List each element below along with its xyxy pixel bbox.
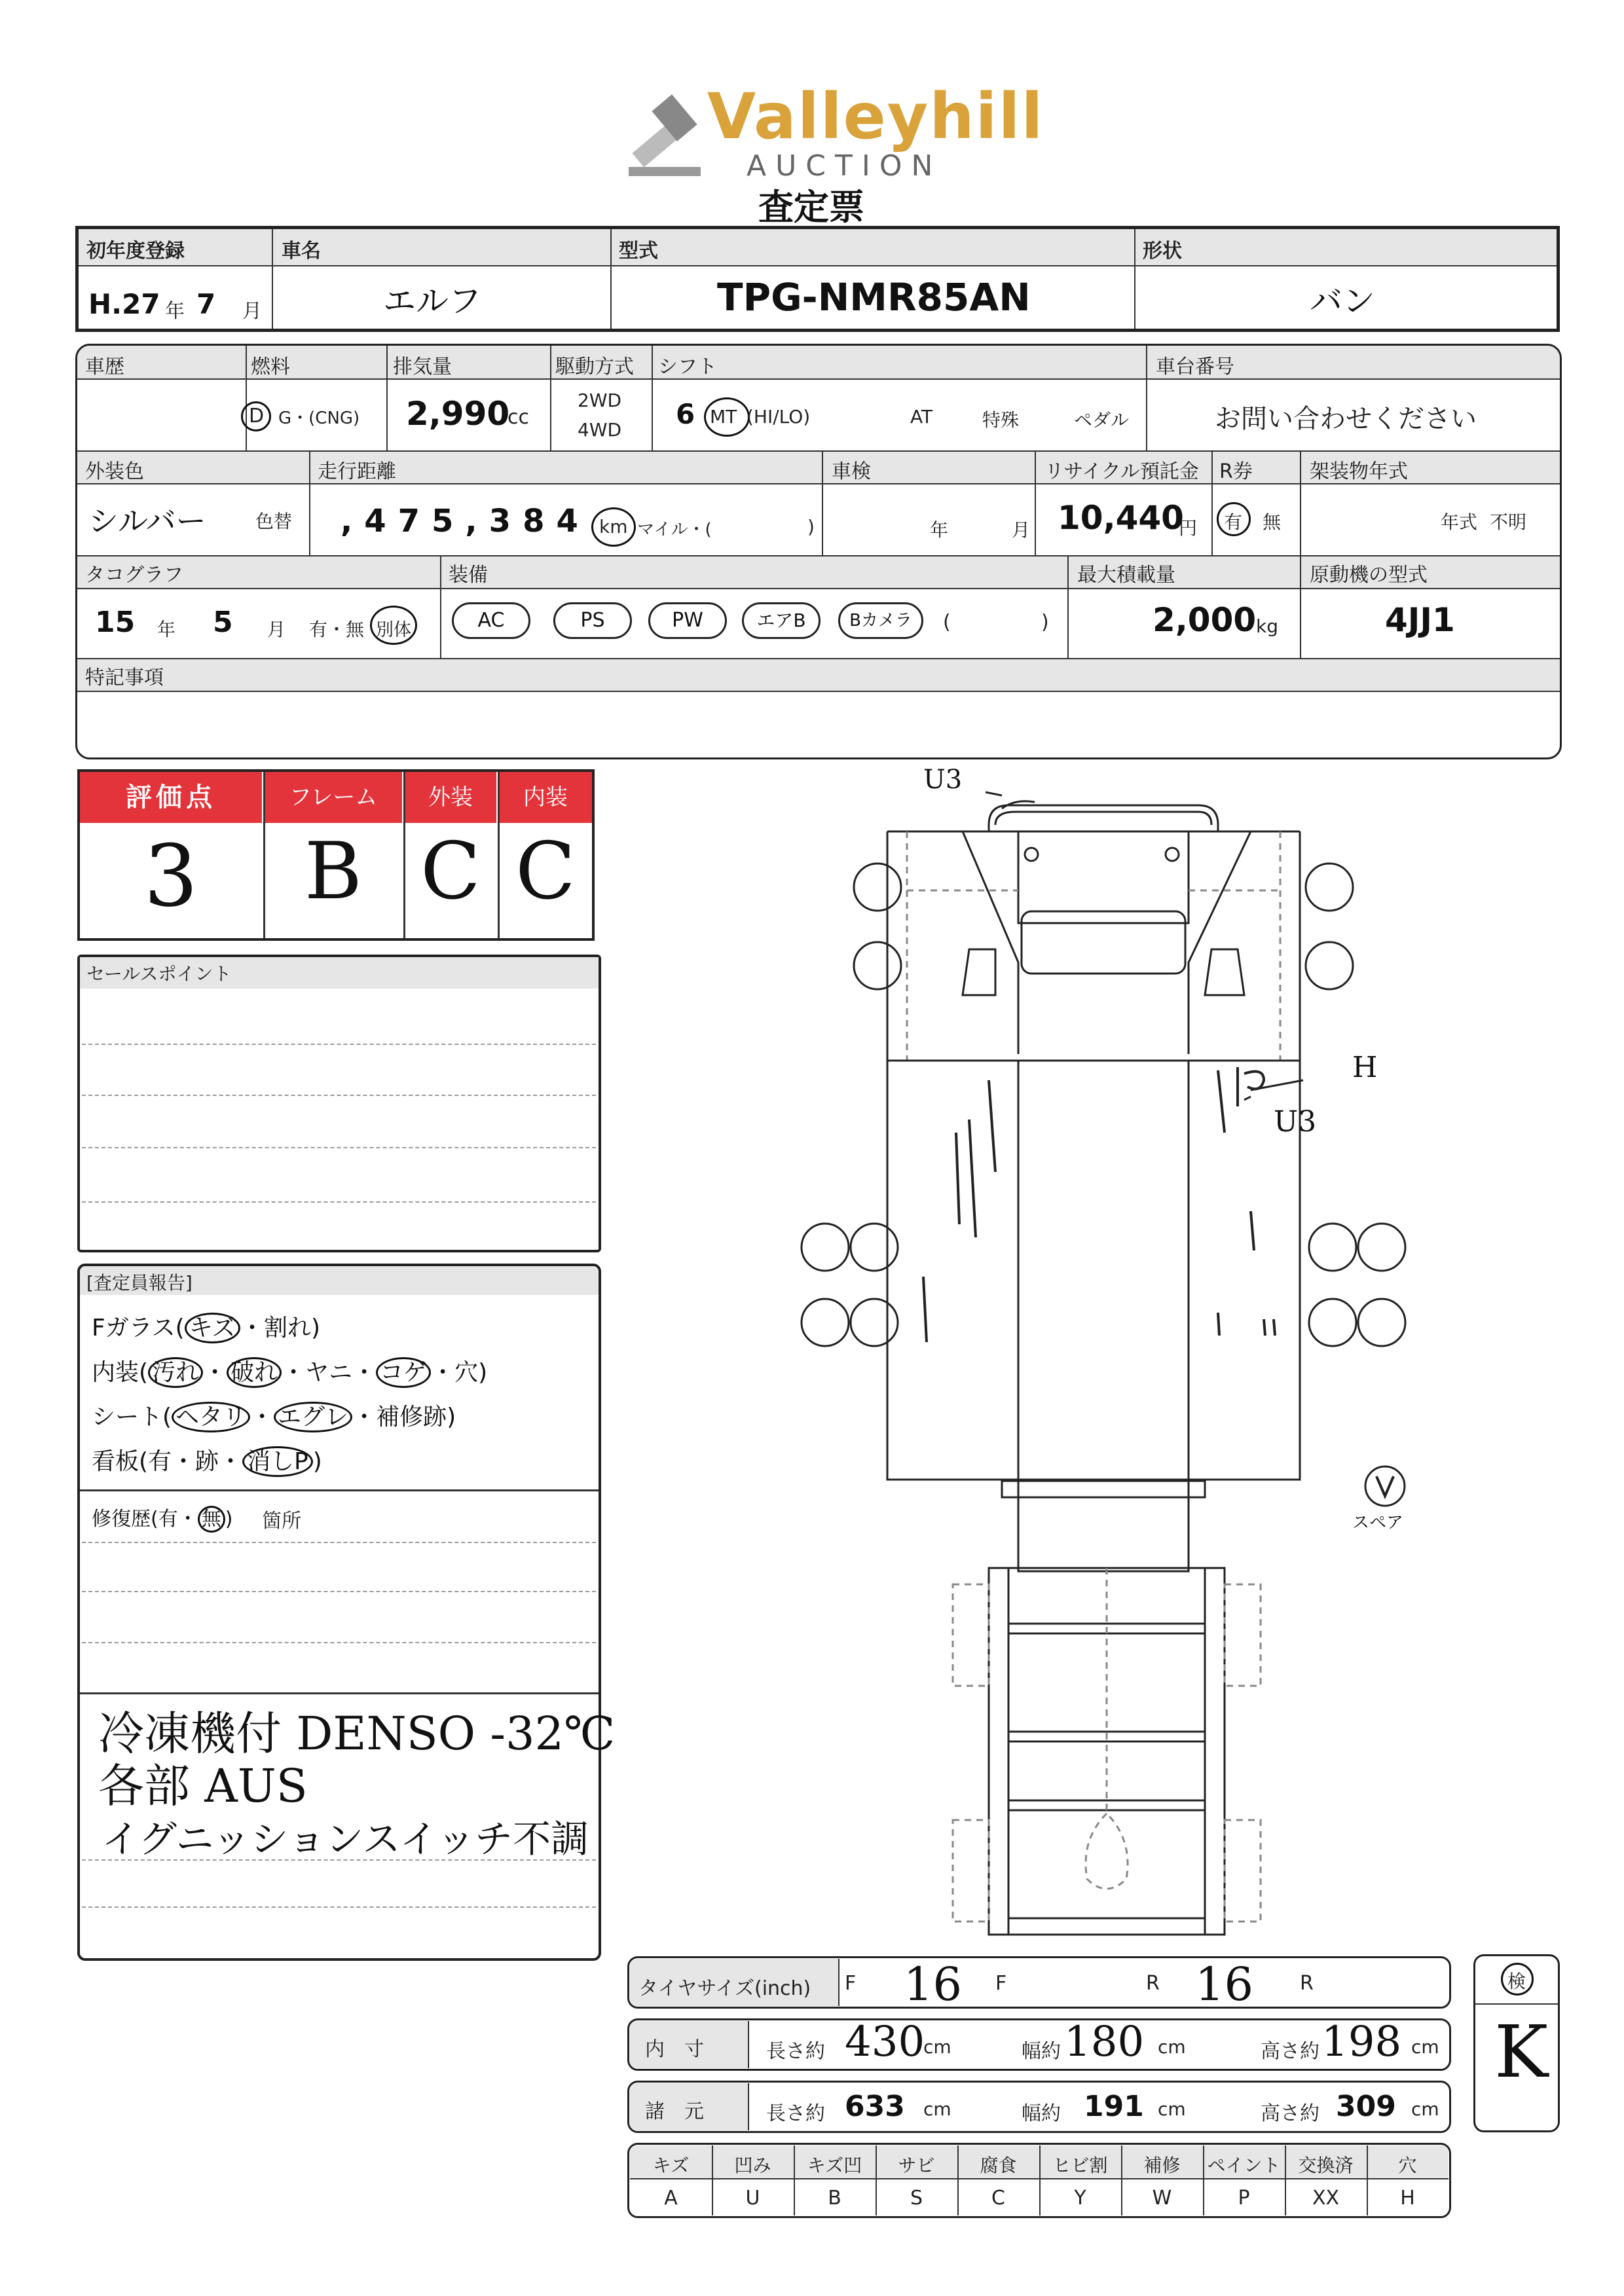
brand-sub: AUCTION <box>747 149 942 183</box>
displacement-value: 2,990 <box>406 395 510 433</box>
tire-f1-value: 16 <box>904 1958 963 2011</box>
legend-code: B <box>828 2187 841 2210</box>
tacho-month: 5 <box>213 606 233 639</box>
shape-label: 形状 <box>1143 240 1182 263</box>
color-label: 外装色 <box>85 460 144 483</box>
glass-scratch-circled: キズ <box>185 1313 240 1343</box>
grade-header-score: 評価点 <box>80 772 262 823</box>
legend-code: H <box>1400 2187 1415 2210</box>
legend-name: 凹み <box>734 2155 771 2176</box>
tacho-separate: 別体 <box>376 620 411 640</box>
sign-line: 看板(有・跡・ 消しP ) <box>92 1443 322 1476</box>
r-no: 無 <box>1263 511 1282 533</box>
fuel-diesel: D <box>249 405 265 428</box>
tacho-label: タコグラフ <box>85 564 183 587</box>
tire-r1-value: 16 <box>1195 1958 1254 2011</box>
kensa-label: 検 <box>1507 1971 1526 1992</box>
km-unit: km <box>599 516 628 538</box>
legend-name: 交換済 <box>1298 2155 1354 2176</box>
equip-airbag: エアB <box>742 602 821 639</box>
truck-diagram <box>792 766 1447 1938</box>
inner-height: 198 <box>1321 2018 1402 2066</box>
grade-interior: C <box>515 826 576 917</box>
handwritten-note-1: 冷凍機付 DENSO -32℃ <box>98 1707 616 1760</box>
grade-frame: B <box>304 826 363 917</box>
legend-name: ヒビ割 <box>1052 2155 1108 2176</box>
recycle-label: リサイクル預託金 <box>1044 460 1199 483</box>
outer-width: 191 <box>1084 2090 1144 2123</box>
legend-code: U <box>745 2187 760 2210</box>
inspector-label: [査定員報告] <box>86 1272 193 1294</box>
inner-dims-label: 内 寸 <box>645 2038 704 2061</box>
interior-line: 内装( 汚れ ・ 破れ ・ヤニ・ コゲ ・穴) <box>92 1354 487 1387</box>
grade-header-exterior: 外装 <box>405 772 496 823</box>
diagram-u3-side: U3 <box>1274 1105 1317 1139</box>
engine-value: 4JJ1 <box>1385 601 1455 639</box>
glass-line: Fガラス( キズ ・割れ) <box>92 1309 320 1343</box>
notes-label: 特記事項 <box>85 666 164 689</box>
displacement-label: 排気量 <box>393 355 452 378</box>
legend-name: キズ凹 <box>807 2155 862 2176</box>
repair-history-line: 修復歴(有・ 無 ) <box>92 1503 232 1531</box>
legend-name: 穴 <box>1398 2155 1417 2176</box>
fuel-other: G・(CNG) <box>278 409 360 428</box>
grade-exterior: C <box>420 826 481 917</box>
max-load-label: 最大積載量 <box>1077 564 1175 587</box>
first-reg-label: 初年度登録 <box>86 240 185 263</box>
inner-length: 430 <box>845 2018 925 2066</box>
outer-height: 309 <box>1336 2090 1396 2123</box>
shape-value: バン <box>1310 282 1375 320</box>
inner-width: 180 <box>1064 2018 1145 2066</box>
legend-code: C <box>991 2187 1005 2210</box>
model-code: TPG-NMR85AN <box>717 275 1031 319</box>
tacho-year: 15 <box>95 606 136 639</box>
chassis-value: お問い合わせください <box>1215 404 1477 434</box>
engine-label: 原動機の型式 <box>1310 564 1428 587</box>
history-label: 車歴 <box>85 355 124 378</box>
kensa-value: K <box>1494 2010 1549 2094</box>
handwritten-note-3: イグニッションスイッチ不調 <box>101 1817 589 1861</box>
legend-code: P <box>1238 2187 1250 2210</box>
legend-code: Y <box>1074 2187 1086 2210</box>
diagram-h-mark: H <box>1352 1051 1378 1084</box>
shift-special: 特殊 <box>982 409 1020 431</box>
max-load-value: 2,000 <box>1153 601 1257 639</box>
body-year-value: 不明 <box>1490 511 1527 533</box>
color-value: シルバー <box>88 503 206 539</box>
car-name-label: 車名 <box>282 240 321 263</box>
tire-size-label: タイヤサイズ(inch) <box>638 1977 811 2000</box>
shift-mt: MT <box>710 406 737 428</box>
shift-at: AT <box>910 406 933 428</box>
legend-name: キズ <box>652 2155 690 2176</box>
shift-pedal: ペダル <box>1074 409 1130 431</box>
page-title: 査定票 <box>758 187 864 228</box>
diagram-u3-top: U3 <box>923 765 963 795</box>
equip-back-camera: Bカメラ <box>838 602 923 639</box>
equip-pw: PW <box>648 602 727 639</box>
legend-name: 補修 <box>1143 2155 1181 2176</box>
model-label: 型式 <box>619 240 658 263</box>
grade-header-frame: フレーム <box>265 772 402 823</box>
r-yes: 有 <box>1224 511 1243 533</box>
spare-label: スペア <box>1352 1513 1404 1533</box>
sales-point-box <box>77 955 601 1252</box>
drive-4wd: 4WD <box>578 419 622 441</box>
outer-dims-label: 諸 元 <box>645 2100 704 2123</box>
mileage-label: 走行距離 <box>318 460 396 483</box>
legend-code: A <box>664 2187 678 2210</box>
brand-name: Valleyhill <box>707 80 1044 153</box>
first-reg-month: 7 <box>196 288 216 320</box>
legend-name: 腐食 <box>980 2155 1017 2176</box>
grade-header-interior: 内装 <box>499 772 592 823</box>
mileage-value: ,475,384 <box>341 503 590 539</box>
equip-ps: PS <box>553 602 632 639</box>
legend-name: ペイント <box>1207 2155 1281 2176</box>
legend-name: サビ <box>898 2155 935 2176</box>
shift-gears: 6 <box>676 398 695 430</box>
legend-code: W <box>1152 2187 1172 2210</box>
r-label: R券 <box>1219 460 1253 483</box>
recycle-value: 10,440 <box>1058 499 1184 537</box>
inspection-label: 車検 <box>832 460 871 483</box>
drive-label: 駆動方式 <box>555 355 634 378</box>
first-reg-era: H.27 <box>88 288 160 320</box>
repair-place-label: 箇所 <box>262 1510 301 1533</box>
legend-code: S <box>910 2187 923 2210</box>
sales-point-label: セールスポイント <box>86 963 232 985</box>
equip-ac: AC <box>452 602 530 639</box>
shift-label: シフト <box>658 355 717 378</box>
drive-2wd: 2WD <box>578 390 622 411</box>
handwritten-note-2: 各部 AUS <box>98 1759 308 1813</box>
fuel-label: 燃料 <box>251 355 290 378</box>
legend-code: XX <box>1312 2187 1340 2210</box>
chassis-label: 車台番号 <box>1156 355 1234 378</box>
body-year-label: 架装物年式 <box>1310 460 1408 483</box>
equip-label: 装備 <box>449 564 488 587</box>
outer-length: 633 <box>845 2090 905 2123</box>
car-name: エルフ <box>383 282 481 320</box>
seat-line: シート( ヘタリ ・ エグレ ・補修跡) <box>92 1398 456 1432</box>
grade-score: 3 <box>143 826 198 926</box>
